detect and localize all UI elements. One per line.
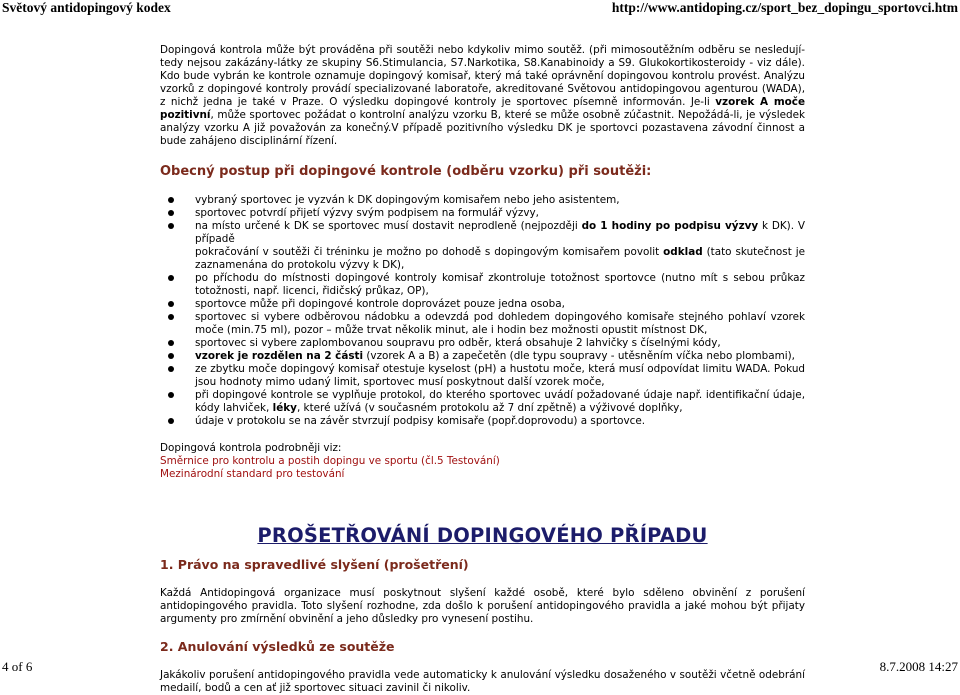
intro-line: provádí specializované laboratoře, akreditované Světovou antidopingovou agenturou (WADA), z nichž jedna je také v Praze. O	[160, 83, 805, 108]
step-text: sportovec si vybere odběrovou nádobku a odevzdá pod dohledem dopingového komisaře stejného pohlaví vzorek moče (min.75 ml), pozor – může trvat několik minut, ale i hodin bez možnosti opustit místnost DK,	[195, 311, 805, 336]
bullet-icon	[168, 301, 174, 307]
intro-paragraph	[160, 44, 805, 148]
procedure-step	[195, 415, 805, 428]
procedure-step	[195, 246, 805, 272]
procedure-step	[195, 311, 805, 337]
procedure-step	[195, 194, 805, 207]
bullet-icon	[168, 366, 174, 372]
step-text: ze zbytku moče dopingový komisař otestuje kyselost (pH) a hustotu moče, která musí odpovídat limitu WADA. Pokud jsou hodnoty mimo udaný limit, sportovec musí poskytnout další vzorek moče,	[195, 363, 805, 388]
procedure-step	[195, 363, 805, 389]
step-text: (vzorek A a B) a zapečetěn (dle typu soupravy - utěsněním víčka nebo plombami),	[363, 350, 795, 362]
step-bold: vzorek je rozdělen na 2 části	[195, 350, 364, 362]
section1-text: Každá Antidopingová organizace musí poskytnout slyšení každé osobě, které bylo sděleno obvinění z porušení antidopingového pravidla. Toto slyšení rozhodne, zda došlo k porušení antidopingového pravidla a jaké mohou být přijaty argumenty pro zmírnění obvinění a jeho důsledky pro vynesení postihu.	[160, 587, 805, 625]
intro-bold: vzorek A moče pozitivní	[160, 96, 805, 121]
procedure-step	[195, 272, 805, 298]
step-bold: do 1 hodiny po podpisu výzvy	[581, 220, 759, 232]
investigation-title-block	[160, 524, 805, 547]
bullet-icon	[168, 197, 174, 203]
print-header	[0, 0, 960, 16]
intro-line: Dopingová kontrola může být prováděna při soutěži nebo kdykoliv mimo soutěž. (při mimosoutěžním odběru se nesledují-tedy nejsou	[160, 44, 805, 69]
step-text: sportovec si vybere zaplombovanou soupravu pro odběr, která obsahuje 2 lahvičky s číselnými kódy,	[195, 337, 721, 349]
intro-text: , může sportovec požádat o kontrolní analýzu vzorku B, které se může osobně zúčastnit. Nepožádá-li, je výsledek analýzy vzorku A již považován za konečný.V případě pozitivního výsledku DK je sportovci pozastavena závodní činnost a bude zahájeno disciplinární řízení.	[160, 109, 805, 147]
page-number: 4 of 6	[2, 659, 33, 674]
link-standard[interactable]: Mezinárodní standard pro testování	[160, 468, 345, 480]
step-text: sportovec potvrdí přijetí výzvy svým podpisem na formulář výzvy,	[195, 207, 539, 219]
procedure-step	[195, 220, 805, 246]
step-text: údaje v protokolu se na závěr stvrzují podpisy komisaře (popř.doprovodu) a sportovce.	[195, 415, 646, 427]
intro-line: kontrole oznamuje dopingový komisař, který má také oprávnění dopingovou kontrolu provést. Analýzu vzorků z dopingové kontroly	[160, 70, 805, 95]
section2-heading: 2. Anulování výsledků ze soutěže	[160, 639, 395, 654]
intro-text: Je-li	[690, 96, 716, 108]
header-title: Světový antidopingový kodex	[2, 0, 171, 15]
more-info-label: Dopingová kontrola podrobněji viz:	[160, 442, 342, 454]
intro-line: zakázány-látky ze skupiny S6.Stimulancia, S7.Narkotika, S8.Kanabinoidy a S9. Glukokortikosteroidy - viz dále). Kdo bude vybrán ke	[160, 57, 805, 82]
step-text: po příchodu do místnosti dopingové kontroly komisař zkontroluje totožnost sportovce (nutno mít s sebou průkaz totožnosti, např. licenci, řidičský průkaz, OP),	[195, 272, 805, 297]
bullet-icon	[168, 275, 174, 281]
step-bold: odklad	[663, 246, 703, 258]
bullet-icon	[168, 353, 174, 359]
step-text: pokračování v soutěži či tréninku je možno po dohodě s dopingovým komisařem povolit	[195, 246, 664, 258]
procedure-step	[195, 207, 805, 220]
section2-text: Jakákoliv porušení antidopingového pravidla vede automaticky k anulování výsledku dosaženého v soutěži včetně odebrání medailí, bodů a cen ať již sportovec situaci zavinil či nikoliv.	[160, 669, 805, 694]
step-text: , které užívá (v současném protokolu až 7 dní zpětně) a výživové doplňky,	[296, 402, 683, 414]
procedure-heading: Obecný postup při dopingové kontrole (odběru vzorku) při soutěži:	[160, 164, 652, 179]
more-info	[160, 442, 805, 481]
bullet-icon	[168, 340, 174, 346]
bullet-icon	[168, 314, 174, 320]
bullet-icon	[168, 223, 174, 229]
link-smernice[interactable]: Směrnice pro kontrolu a postih dopingu ve sportu (čl.5 Testování)	[160, 455, 500, 467]
procedure-list	[160, 194, 805, 428]
header-url[interactable]: http://www.antidoping.cz/sport_bez_dopingu_sportovci.htm	[611, 0, 958, 15]
print-footer	[0, 659, 960, 674]
procedure-step	[195, 350, 805, 363]
investigation-title: PROŠETŘOVÁNÍ DOPINGOVÉHO PŘÍPADU	[257, 524, 708, 547]
step-text: při dopingové kontrole se vyplňuje protokol, do kterého sportovec uvádí požadované údaje např. identifikační údaje, kódy lahviček,	[195, 389, 805, 414]
intro-block	[160, 44, 805, 148]
step-bold: léky	[272, 402, 297, 414]
step-text: sportovce může při dopingové kontrole doprovázet pouze jedna osoba,	[195, 298, 565, 310]
bullet-icon	[168, 418, 174, 424]
print-timestamp: 8.7.2008 14:27	[879, 659, 958, 674]
procedure-step	[195, 337, 805, 350]
procedure-step	[195, 298, 805, 311]
intro-line: výsledku dopingové kontroly je sportovec písemně informován.	[342, 96, 686, 108]
bullet-icon	[168, 392, 174, 398]
step-text: (tato skutečnost je zaznamenána do protokolu výzvy k DK),	[195, 246, 805, 271]
step-text: vybraný sportovec je vyzván k DK dopingovým komisařem nebo jeho asistentem,	[195, 194, 620, 206]
page-content	[160, 44, 805, 695]
step-text: k DK). V případě	[195, 220, 805, 245]
procedure-step	[195, 389, 805, 415]
step-text: na místo určené k DK se sportovec musí dostavit neprodleně (nejpozději	[195, 220, 582, 232]
bullet-icon	[168, 210, 174, 216]
section1-heading: 1. Právo na spravedlivé slyšení (prošetření)	[160, 557, 469, 572]
